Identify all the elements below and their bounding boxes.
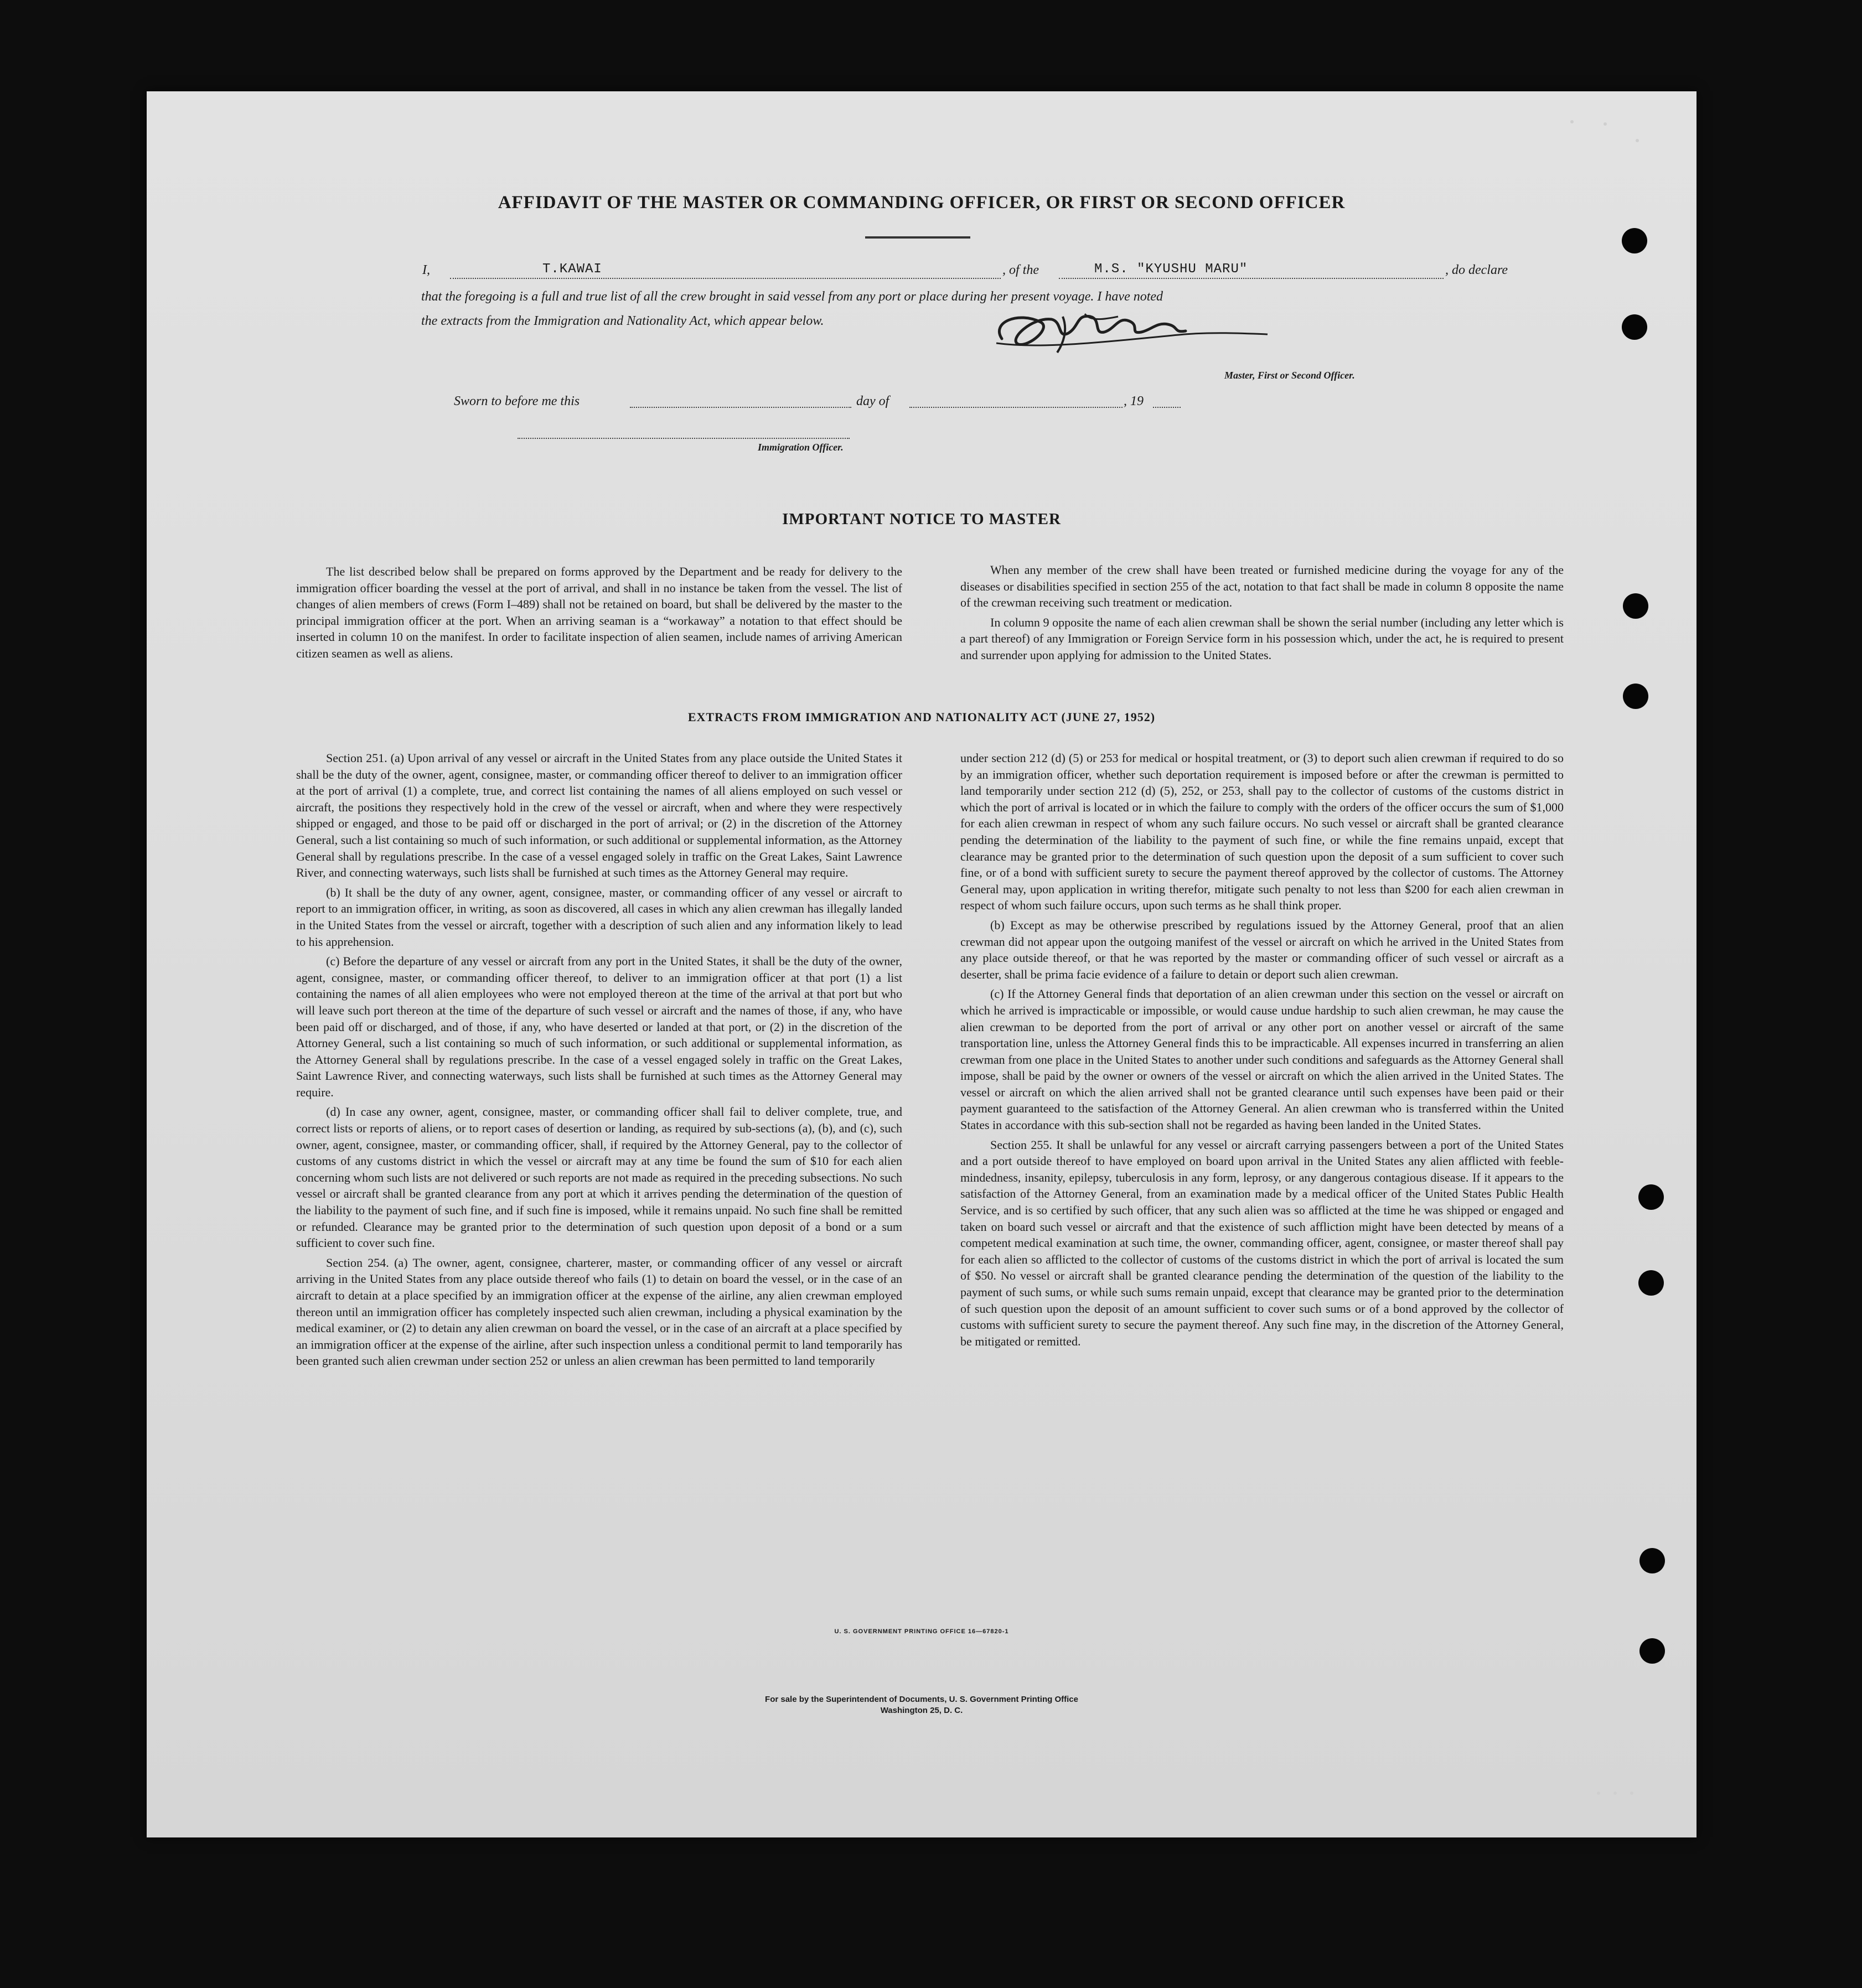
- punch-hole: [1622, 314, 1647, 340]
- notice-right-column: [960, 562, 1564, 667]
- extracts-right-column: [960, 750, 1564, 1353]
- immigration-officer-label: Immigration Officer.: [758, 442, 844, 453]
- sworn-date-line[interactable]: [630, 407, 851, 408]
- act-section-paragraph: (b) It shall be the duty of any owner, agent, consignee, master, or commanding officer of any vessel or aircraft to report to an immigration officer, in writing, as soon as discovered, all cases in which any alien crewman has illegally landed in the United States from the vessel or aircraft, together with a description of such alien and any information likely to lead to his apprehension.: [296, 885, 902, 949]
- declaration-statement-line1: that the foregoing is a full and true list of all the crew brought in said vessel from any port or place during her present voyage. I have noted: [421, 289, 1163, 304]
- punch-hole: [1638, 1270, 1664, 1296]
- notice-left-column: [296, 563, 902, 665]
- act-section-paragraph: (c) Before the departure of any vessel or aircraft from any port in the United States, it shall be the duty of the owner, agent, consignee, master, or commanding officer thereof, to deliver to an immigration officer at that port (1) a list containing the names of all alien employees who were not employed thereon at the time of the arrival at that port but who will leave such port thereon at the time of the departure of such vessel or aircraft and the names of those, if any, who have been paid off or discharged, and of those, if any, who have deserted or landed at that port, or (2) in the discretion of the Attorney General, such a list containing so much of such information, or such additional or supplemental information, as the Attorney General shall by regulations prescribe. In the case of a vessel engaged solely in traffic on the Great Lakes, Saint Lawrence River, and connecting waterways, such lists shall be furnished at such times as the Attorney General may require.: [296, 954, 902, 1099]
- punch-hole: [1639, 1548, 1665, 1573]
- act-section-paragraph: Section 254. (a) The owner, agent, consignee, charterer, master, or commanding officer of any vessel or aircraft arriving in the United States from any place outside thereof who fails (1) to detain on board the vessel, or in the case of an aircraft to detain at a place specified by an immigration officer at the expense of the airline, any alien crewman employed thereon until an immigration officer has completely inspected such alien crewman, including a physical examination by the medical examiner, or (2) to detain any alien crewman on board the vessel, or in the case of an aircraft at a place specified by an immigration officer at the expense of the airline, after such inspection unless a conditional permit to land temporarily has been granted such alien crewman under section 252 or unless an alien crewman has been permitted to land temporarily: [296, 1255, 902, 1368]
- declaration-statement-line2: the extracts from the Immigration and Nationality Act, which appear below.: [421, 314, 824, 328]
- extracts-left-column: [296, 750, 902, 1373]
- sale-notice-line2: Washington 25, D. C.: [880, 1706, 963, 1715]
- punch-hole: [1638, 1184, 1664, 1210]
- act-section-paragraph: (b) Except as may be otherwise prescribed by regulations issued by the Attorney General, proof that an alien crewman did not appear upon the outgoing manifest of the vessel or aircraft on which he arrived in the United States from any place outside thereof, or that he was reported by the master or commanding officer of such vessel or aircraft as a deserter, shall be prima facie evidence of a failure to detain or deport such alien crewman.: [960, 918, 1564, 981]
- notice-paragraph: In column 9 opposite the name of each alien crewman shall be shown the serial number (including any letter which is a part thereof) of any Immigration or Foreign Service form in his possession which, under the act, he is required to present and surrender upon applying for admission to the United States.: [960, 615, 1564, 662]
- sworn-year-line[interactable]: [1153, 407, 1181, 408]
- punch-hole: [1623, 684, 1648, 709]
- affidavit-page: [147, 91, 1697, 1837]
- of-the-label: , of the: [1002, 263, 1039, 277]
- i-label: I,: [422, 263, 430, 277]
- act-section-paragraph: Section 255. It shall be unlawful for any vessel or aircraft carrying passengers between a port of the United States and a port outside thereof to have employed on board upon arrival in the United States any alien afflicted with feeble-mindedness, insanity, epilepsy, tuberculosis in any form, leprosy, or any dangerous contagious disease. If it appears to the satisfaction of the Attorney General, from an examination made by a medical officer of the United States Public Health Service, and is so certified by such officer, that any such alien was so afflicted at the time he was shipped or engaged and taken on board such vessel or aircraft and that the existence of such affliction might have been detected by means of a competent medical examination at such time, the owner, commanding officer, agent, consignee, or master thereof shall pay for each alien so afflicted to the collector of customs of the customs district in which the port of arrival is located the sum of $50. No vessel or aircraft shall be granted clearance pending the determination of the question of the liability to the payment of such sums, or while such sums remain unpaid, except that clearance may be granted prior to the determination of such question upon the deposit of an amount sufficient to cover such sums or of a bond approved by the collector of customs with sufficient surety to secure the payment thereof. Any such fine may, in the discretion of the Attorney General, be mitigated or remitted.: [960, 1137, 1564, 1348]
- notice-paragraph: When any member of the crew shall have been treated or furnished medicine during the voyage for any of the diseases or disabilities specified in section 255 of the act, notation to that fact shall be made in column 8 opposite the name of the crewman receiving such treatment or medication.: [960, 563, 1564, 610]
- act-section-paragraph: under section 212 (d) (5) or 253 for medical or hospital treatment, or (3) to deport such alien crewman if required to do so by an immigration officer, whether such deportation requirement is imposed before or after the crewman is permitted to land temporarily under section 212 (d) (5), 252, or 253, shall pay to the collector of customs of the customs district in which the port of arrival is located or in which the failure to comply with the orders of the officer occurs the sum of $1,000 for each alien crewman in respect of whom any such failure occurs. No such vessel or aircraft shall be granted clearance pending the determination of the liability to the payment of such fine, or while the fine remains unpaid, except that clearance may be granted prior to the determination of such question upon the deposit of a sum sufficient to cover such fine, or of a bond with sufficient surety to secure the payment thereof approved by the collector of customs. The Attorney General may, upon application in writing therefor, mitigate such penalty to not less than $200 for each alien crewman in respect of whom such failure occurs, upon such terms as he shall think proper.: [960, 751, 1564, 913]
- punch-hole: [1622, 228, 1647, 253]
- sworn-label: Sworn to before me this: [454, 394, 580, 408]
- immigration-officer-line[interactable]: [518, 438, 850, 439]
- paper-speck: [1630, 1792, 1633, 1795]
- master-officer-label: Master, First or Second Officer.: [1224, 370, 1355, 381]
- act-section-paragraph: (d) In case any owner, agent, consignee, master, or commanding officer shall fail to deliver complete, true, and correct lists or reports of aliens, or to report cases of desertion or landing, as required by sub-sections (a), (b), and (c), such owner, agent, consignee, master, or commanding officer, shall, if required by the Attorney General, pay to the collector of customs of any customs district in which the vessel or aircraft may at any time be found the sum of $10 for each alien concerning whom such lists are not delivered or such reports are not made as required in the preceding subsections. No such vessel or aircraft shall be granted clearance from any port at which it arrives pending the determination of the question of the liability to the payment of such fine, and if such fine is imposed, while it remains unpaid. No such fine shall be remitted or refunded. Clearance may be granted prior to the determination of such question upon deposit of a bond or a sum sufficient to cover such fine.: [296, 1105, 902, 1250]
- do-declare-label: , do declare: [1445, 263, 1508, 277]
- extracts-title: EXTRACTS FROM IMMIGRATION AND NATIONALITY ACT (JUNE 27, 1952): [687, 710, 1156, 724]
- act-section-paragraph: (c) If the Attorney General finds that deportation of an alien crewman under this section on the vessel or aircraft on which he arrived is impracticable or impossible, or would cause undue hardship to such alien crewman, he may cause the alien crewman to be deported from the port of arrival or any other port on another vessel or aircraft of the same transportation line, unless the Attorney General finds this to be impracticable. All expenses incurred in transferring an alien crewman from one place in the United States to another under such conditions and safeguards as the Attorney General shall impose, shall be paid by the owner or owners of the vessel or aircraft on which the alien arrived in the United States. The vessel or aircraft on which the alien arrived shall not be granted clearance until such expenses have been paid or their payment guaranteed to the satisfaction of the Attorney General. An alien crewman who is transferred within the United States in accordance with this sub-section shall not be regarded as having been landed in the United States.: [960, 987, 1564, 1132]
- master-name-field[interactable]: T.KAWAI: [542, 262, 602, 277]
- sale-notice: [147, 1694, 1697, 1716]
- paper-speck: [1570, 120, 1574, 123]
- paper-speck: [1597, 1792, 1600, 1795]
- sale-notice-line1: For sale by the Superintendent of Documents, U. S. Government Printing Office: [765, 1695, 1078, 1704]
- punch-hole: [1639, 1638, 1665, 1664]
- paper-speck: [1636, 139, 1639, 142]
- vessel-name-field[interactable]: M.S. "KYUSHU MARU": [1094, 262, 1248, 277]
- notice-paragraph: The list described below shall be prepared on forms approved by the Department and be ready for delivery to the immigration officer boarding the vessel at the port of arrival, and shall in no instance be taken from the vessel. The list of changes of alien members of crews (Form I–489) shall not be retained on board, but shall be delivered by the master to the principal immigration officer at the port. When an arriving seaman is a “workaway” a notation to that effect should be inserted in column 10 on the manifest. In order to facilitate inspection of alien seamen, include names of arriving American citizen seamen as well as aliens.: [296, 565, 902, 660]
- day-of-label: day of: [856, 394, 889, 408]
- notice-title: IMPORTANT NOTICE TO MASTER: [782, 510, 1061, 528]
- act-section-paragraph: Section 251. (a) Upon arrival of any vessel or aircraft in the United States from any place outside the United States it shall be the duty of the owner, agent, consignee, master, or commanding officer thereof to deliver to an immigration officer at the port of arrival (1) a complete, true, and correct list containing the names of all aliens employed on such vessel or aircraft, the positions they respectively hold in the crew of the vessel or aircraft, when and where they were respectively shipped or engaged, and those to be paid off or discharged in the port of arrival; or (2) in the discretion of the Attorney General, such a list containing so much of such information, or such additional or supplemental information, as the Attorney General shall by regulations prescribe. In the case of a vessel engaged solely in traffic on the Great Lakes, Saint Lawrence River, and connecting waterways, such lists shall be furnished at such times as the Attorney General may require.: [296, 751, 902, 880]
- vessel-line: [1059, 278, 1444, 279]
- sworn-month-line[interactable]: [909, 407, 1123, 408]
- master-signature: [980, 300, 1295, 361]
- affidavit-title: AFFIDAVIT OF THE MASTER OR COMMANDING OFFICER, OR FIRST OR SECOND OFFICER: [498, 193, 1346, 213]
- punch-hole: [1623, 593, 1648, 619]
- paper-speck: [1604, 122, 1607, 126]
- year-label: , 19: [1124, 394, 1144, 408]
- title-divider: [865, 236, 970, 239]
- paper-speck: [1613, 1792, 1617, 1795]
- printing-office-imprint: U. S. GOVERNMENT PRINTING OFFICE 16—67820-1: [834, 1628, 1009, 1635]
- name-line: [450, 278, 1001, 279]
